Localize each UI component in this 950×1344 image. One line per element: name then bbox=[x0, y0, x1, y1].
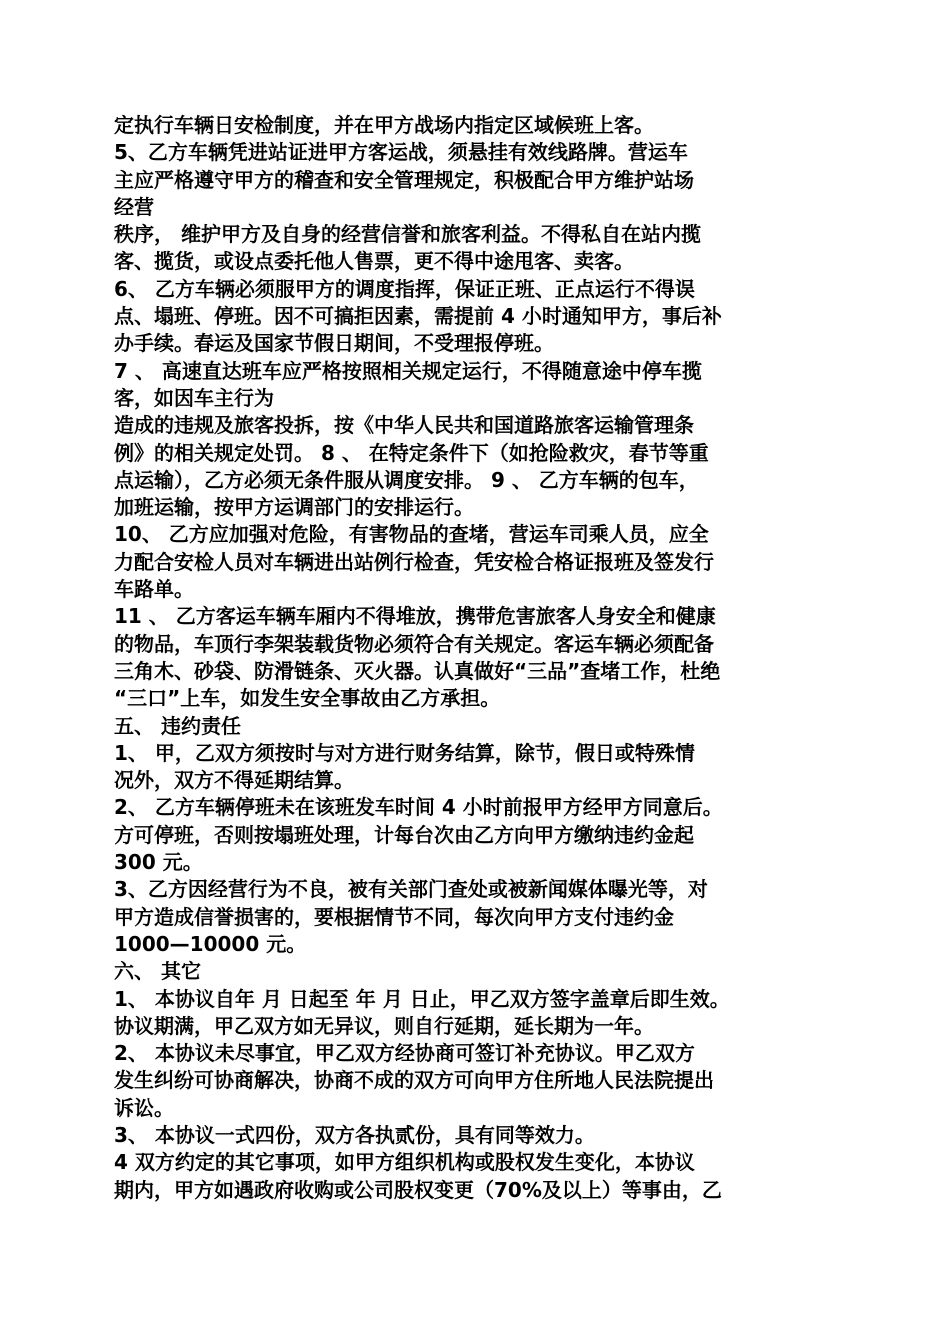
text-line: 1、 甲，乙双方须按时与对方进行财务结算，除节，假日或特殊情 bbox=[114, 740, 695, 765]
text-line: 期内，甲方如遇政府收购或公司股权变更（70%及以上）等事由，乙 bbox=[114, 1177, 722, 1202]
text-line: 7 、 高速直达班车应严格按照相关规定运行，不得随意途中停车揽 bbox=[114, 358, 702, 383]
text-line: 点、塌班、停班。因不可搞拒因素，需提前 4 小时通知甲方，事后补 bbox=[114, 304, 722, 329]
text-line: 定执行车辆日安检制度，并在甲方战场内指定区域候班上客。 bbox=[114, 113, 654, 137]
text-line: 发生纠纷可协商解决，协商不成的双方可向甲方住所地人民法院提出 bbox=[114, 1068, 714, 1093]
document-body bbox=[114, 112, 838, 1204]
text-line: 方可停班，否则按塌班处理，计每台次由乙方向甲方缴纳违约金起 bbox=[114, 822, 694, 847]
text-line: 11 、 乙方客运车辆车厢内不得堆放，携带危害旅客人身安全和健康 bbox=[114, 604, 716, 629]
text-line: 诉讼。 bbox=[114, 1095, 174, 1120]
text-line: “三口”上车，如发生安全事故由乙方承担。 bbox=[114, 686, 501, 711]
text-line: 点运输），乙方必须无条件服从调度安排。 9 、 乙方车辆的包车， bbox=[114, 467, 699, 492]
section-heading: 六、 其它 bbox=[114, 959, 201, 984]
text-line: 客、揽货，或设点委托他人售票，更不得中途甩客、卖客。 bbox=[114, 249, 634, 274]
text-line: 协议期满，甲乙双方如无异议，则自行延期，延长期为一年。 bbox=[114, 1013, 654, 1038]
text-line: 况外，双方不得延期结算。 bbox=[114, 768, 354, 793]
text-line: 三角木、砂袋、防滑链条、灭火器。认真做好“三品”查堵工作，杜绝 bbox=[114, 658, 721, 683]
text-line: 力配合安检人员对车辆进出站例行检查，凭安检合格证报班及签发行 bbox=[114, 549, 714, 574]
text-line: 秩序， 维护甲方及自身的经营信誉和旅客利益。不得私自在站内揽 bbox=[114, 222, 701, 247]
text-line: 造成的违规及旅客投拆，按《中华人民共和国道路旅客运输管理条 bbox=[114, 413, 694, 438]
text-line: 的物品，车顶行李架装载货物必须符合有关规定。客运车辆必须配备 bbox=[114, 631, 714, 656]
text-line: 300 元。 bbox=[114, 850, 203, 875]
text-line: 车路单。 bbox=[114, 577, 194, 602]
section-heading: 五、 违约责任 bbox=[114, 713, 241, 738]
text-line: 1000—10000 元。 bbox=[114, 931, 307, 956]
text-line: 例》的相关规定处罚。 8 、 在特定条件下（如抢险救灾，春节等重 bbox=[114, 440, 709, 465]
text-line: 客，如因车主行为 bbox=[114, 385, 274, 410]
text-line: 6、 乙方车辆必须服甲方的调度指挥，保证正班、正点运行不得误 bbox=[114, 276, 695, 301]
text-line: 加班运输，按甲方运调部门的安排运行。 bbox=[114, 495, 474, 520]
text-line: 2、 乙方车辆停班未在该班发车时间 4 小时前报甲方经甲方同意后。 bbox=[114, 795, 723, 820]
text-line: 5、乙方车辆凭进站证进甲方客运战，须悬挂有效线路牌。营运车 bbox=[114, 140, 688, 165]
text-line: 2、 本协议未尽事宜，甲乙双方经协商可签订补充协议。甲乙双方 bbox=[114, 1041, 695, 1066]
text-line: 3、乙方因经营行为不良，被有关部门查处或被新闻媒体曝光等，对 bbox=[114, 877, 708, 902]
text-line: 1、 本协议自年 月 日起至 年 月 日止，甲乙双方签字盖章后即生效。 bbox=[114, 986, 730, 1011]
text-line: 3、 本协议一式四份，双方各执贰份，具有同等效力。 bbox=[114, 1122, 595, 1147]
text-line: 办手续。春运及国家节假日期间，不受理报停班。 bbox=[114, 331, 554, 356]
text-line: 10、 乙方应加强对危险，有害物品的查堵，营运车司乘人员，应全 bbox=[114, 522, 709, 547]
text-line: 主应严格遵守甲方的稽查和安全管理规定，积极配合甲方维护站场 bbox=[114, 167, 694, 192]
text-line: 经营 bbox=[114, 194, 154, 219]
text-line: 甲方造成信誉损害的，要根据情节不同，每次向甲方支付违约金 bbox=[114, 904, 674, 929]
text-line: 4 双方约定的其它事项，如甲方组织机构或股权发生变化，本协议 bbox=[114, 1150, 695, 1175]
